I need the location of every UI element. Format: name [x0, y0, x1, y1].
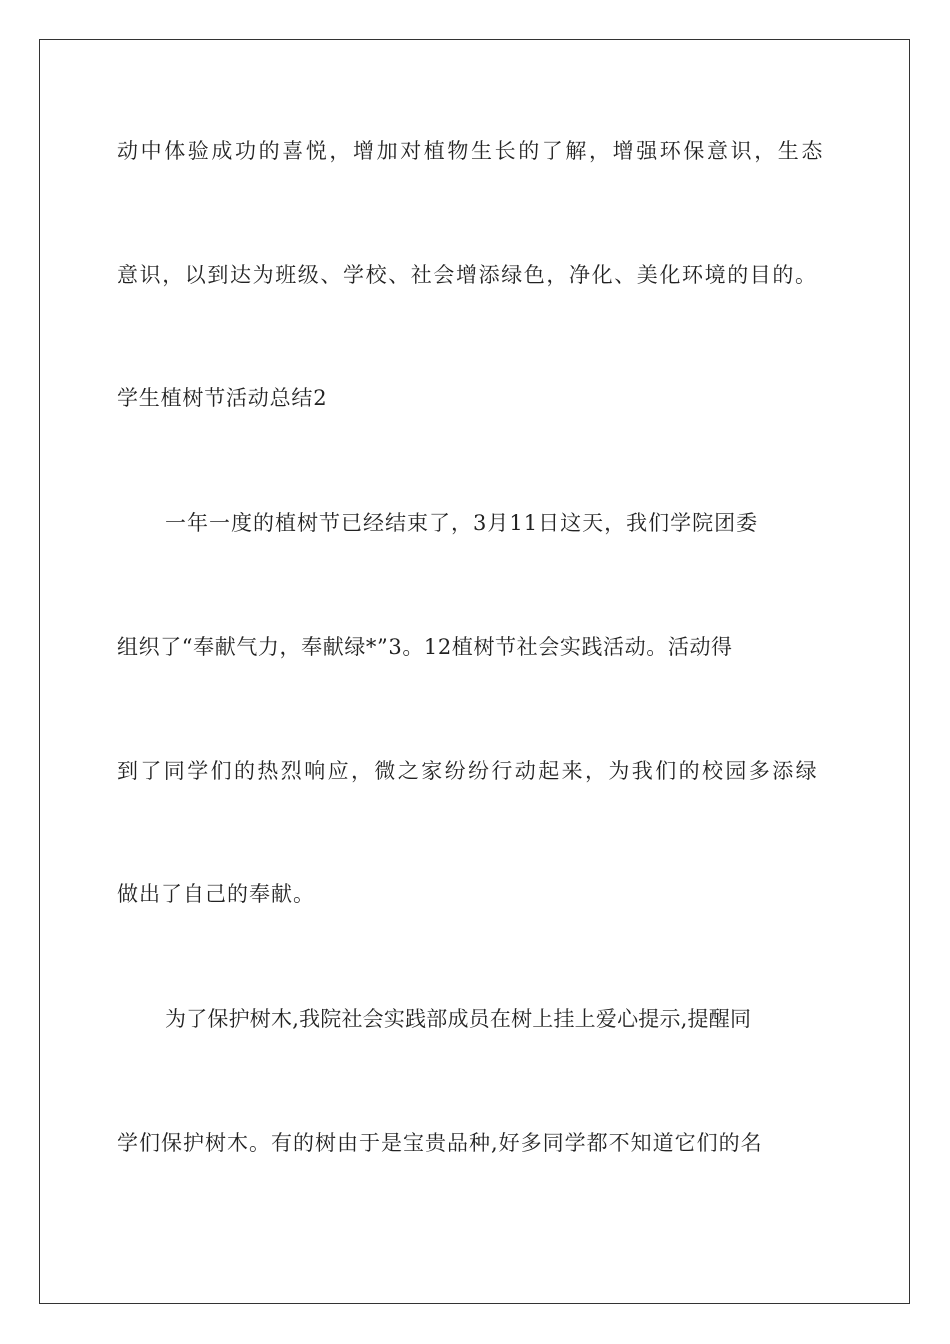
body-text-line: 学们保护树木。有的树由于是宝贵品种,好多同学都不知道它们的名 — [117, 1131, 763, 1155]
body-text-line: 动中体验成功的喜悦，增加对植物生长的了解，增强环保意识，生态 — [117, 139, 825, 163]
section-heading: 学生植树节活动总结2 — [117, 386, 328, 410]
body-text-line: 做出了自己的奉献。 — [117, 882, 315, 906]
body-text-line: 意识，以到达为班级、学校、社会增添绿色，净化、美化环境的目的。 — [117, 263, 818, 287]
paragraph-first-line: 一年一度的植树节已经结束了，3月11日这天，我们学院团委 — [165, 511, 759, 535]
paragraph-first-line: 为了保护树木,我院社会实践部成员在树上挂上爱心提示,提醒同 — [165, 1007, 752, 1031]
body-text-line: 组织了“奉献气力，奉献绿*”3。12植树节社会实践活动。活动得 — [117, 635, 733, 659]
body-text-line: 到了同学们的热烈响应，微之家纷纷行动起来，为我们的校园多添绿 — [117, 759, 819, 783]
page-border — [39, 39, 910, 1304]
